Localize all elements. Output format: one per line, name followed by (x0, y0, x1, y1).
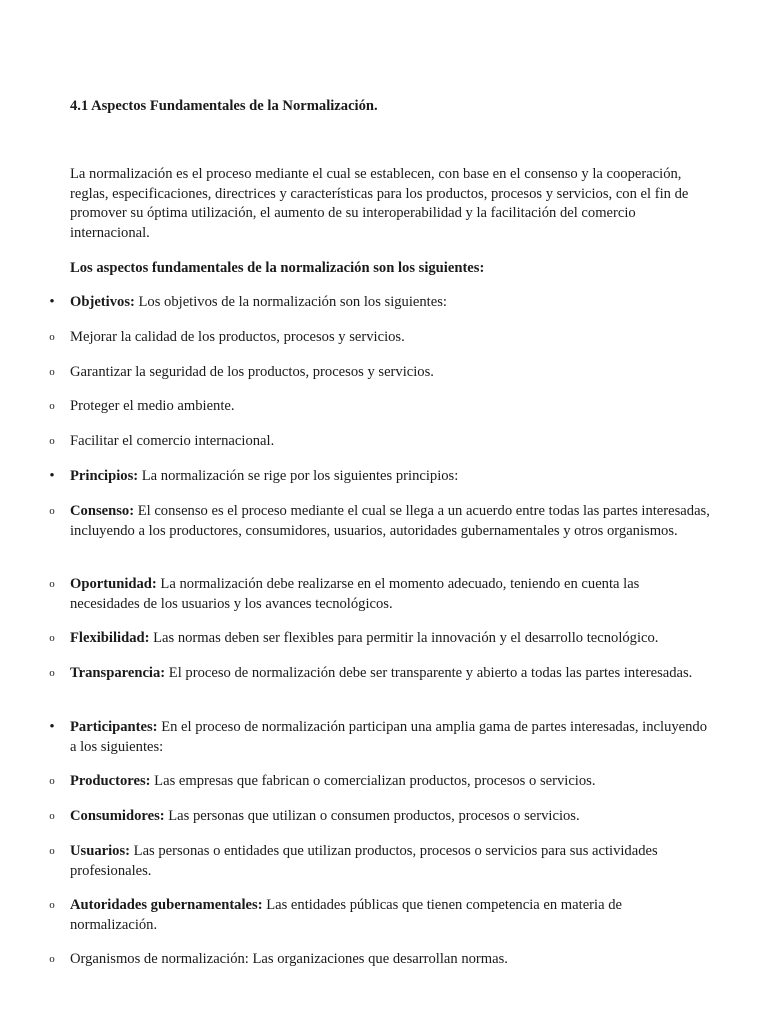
circle-marker: o (49, 632, 55, 644)
circle-marker: o (49, 366, 55, 378)
item-text: Los objetivos de la normalización son los siguientes: (134, 294, 447, 310)
item-text: Las empresas que fabrican o comercializan productos, procesos o servicios. (150, 773, 596, 789)
item-term: Usuarios: (70, 843, 130, 859)
circle-marker: o (49, 578, 55, 590)
bullet-marker: • (49, 468, 55, 484)
list-item-productores (49, 772, 710, 792)
item-text: Organismos de normalización: Las organizaciones que desarrollan normas. (70, 951, 508, 967)
list-item-autoridades-gubernamentales (49, 896, 710, 935)
list-item-organismos-normalizacion (49, 950, 710, 970)
item-term: Flexibilidad: (70, 630, 150, 646)
circle-marker: o (49, 810, 55, 822)
item-term: Consumidores: (70, 808, 165, 824)
circle-marker: o (49, 667, 55, 679)
intro-paragraph: La normalización es el proceso mediante el cual se establecen, con base en el consenso y la cooperación, reglas, especificaciones, directrices y características para los productos, procesos y servicios, con el fin de promover su óptima utilización, el aumento de su interoperabilidad y la facilitación del comercio internacional. (70, 166, 689, 241)
circle-marker: o (49, 435, 55, 447)
list-item-garantizar-seguridad (49, 363, 710, 383)
list-item-oportunidad (49, 575, 710, 614)
list-item-mejorar-calidad (49, 328, 710, 348)
item-term: Transparencia: (70, 665, 166, 681)
list-item-proteger-medio-ambiente (49, 397, 710, 417)
item-term: Participantes: (70, 719, 158, 735)
item-term: Productores: (70, 773, 151, 789)
item-text: Las normas deben ser flexibles para permitir la innovación y el desarrollo tecnológico. (149, 630, 659, 646)
item-term: Oportunidad: (70, 576, 157, 592)
item-text: Garantizar la seguridad de los productos, procesos y servicios. (70, 364, 434, 380)
list-item-consenso (49, 502, 710, 541)
item-term: Consenso: (70, 503, 135, 519)
item-text: Proteger el medio ambiente. (70, 398, 235, 414)
circle-marker: o (49, 400, 55, 412)
item-term: Objetivos: (70, 294, 135, 310)
circle-marker: o (49, 899, 55, 911)
list-item-facilitar-comercio (49, 432, 710, 452)
item-text: Las personas que utilizan o consumen productos, procesos o servicios. (164, 808, 580, 824)
item-text: En el proceso de normalización participan una amplia gama de partes interesadas, incluyendo a los siguientes: (70, 719, 708, 755)
section-heading: 4.1 Aspectos Fundamentales de la Normalización. (70, 98, 378, 114)
list-item-participantes (49, 718, 710, 757)
circle-marker: o (49, 775, 55, 787)
list-subheading: Los aspectos fundamentales de la normalización son los siguientes: (70, 260, 485, 276)
item-text: La normalización se rige por los siguientes principios: (138, 468, 459, 484)
circle-marker: o (49, 845, 55, 857)
item-text: El proceso de normalización debe ser transparente y abierto a todas las partes interesadas. (165, 665, 693, 681)
circle-marker: o (49, 505, 55, 517)
item-text: El consenso es el proceso mediante el cual se llega a un acuerdo entre todas las partes interesadas, incluyendo a los productores, consumidores, usuarios, autoridades gubernamentales y otros organismos. (70, 503, 710, 539)
item-text: Facilitar el comercio internacional. (70, 433, 275, 449)
item-text: La normalización debe realizarse en el momento adecuado, teniendo en cuenta las necesidades de los usuarios y los avances tecnológicos. (70, 576, 640, 612)
list-item-consumidores (49, 807, 710, 827)
list-item-transparencia (49, 664, 710, 684)
bullet-marker: • (49, 294, 55, 310)
list-item-principios (49, 467, 710, 487)
item-text: Mejorar la calidad de los productos, procesos y servicios. (70, 329, 405, 345)
bullet-marker: • (49, 719, 55, 735)
list-item-usuarios (49, 842, 710, 881)
item-term: Principios: (70, 468, 139, 484)
list-item-objetivos (49, 293, 710, 313)
item-term: Autoridades gubernamentales: (70, 897, 263, 913)
item-text: Las personas o entidades que utilizan productos, procesos o servicios para sus actividades profesionales. (70, 843, 658, 879)
list-item-flexibilidad (49, 629, 710, 649)
circle-marker: o (49, 331, 55, 343)
circle-marker: o (49, 953, 55, 965)
item-text: Las entidades públicas que tienen competencia en materia de normalización. (70, 897, 622, 933)
